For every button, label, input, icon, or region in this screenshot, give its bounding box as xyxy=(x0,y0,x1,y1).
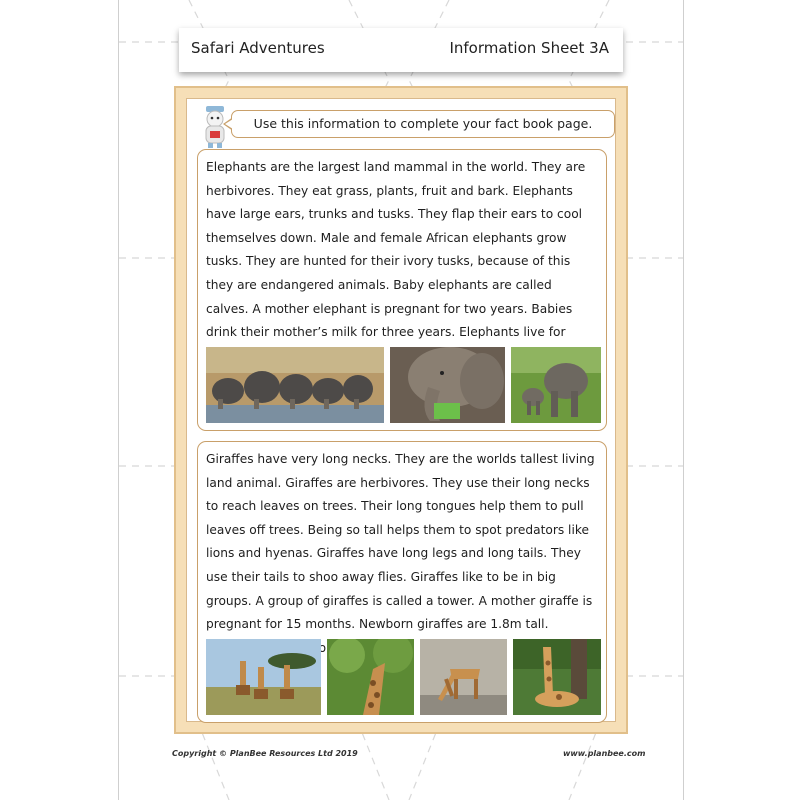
page-title: Safari Adventures xyxy=(191,39,325,57)
giraffes-text: Giraffes have very long necks. They are the worlds tallest living land animal. Giraffes are herbivores. They use their long necks to reach leaves on trees. Their long tongues help them to pull leaves off trees. Being so tall helps them to spot predators like lions and hyenas. Giraffes have long legs and long tails. They use their tails to shoo away flies. Giraffes like to be in big groups. A group of giraffes is called a tower. A mother giraffe is pregnant for 15 months. Newborn giraffes are 1.8m tall. about xyxy=(206,452,595,655)
elephant-herd-drinking-photo xyxy=(206,347,384,423)
header-bar xyxy=(179,28,623,72)
giraffe-resting-photo xyxy=(513,639,601,715)
giraffes-panel xyxy=(197,441,607,723)
giraffes-savanna-photo xyxy=(206,639,321,715)
elephants-text: Elephants are the largest land mammal in the world. They are herbivores. They eat grass, plants, fruit and bark. Elephants have large ears, trunks and tusks. They flap their ears to cool themselves down. Male and female African elephants grow tusks. They are hunted for their ivory tusks, because of this they are endangered animals. Baby elephants are called calves. A mother elephant is pregnant for two years. Babies drink their mother’s milk for three years. Elephants live for xyxy=(206,160,586,340)
giraffe-drinking-photo xyxy=(420,639,507,715)
sheet-label: Information Sheet 3A xyxy=(449,39,609,57)
elephants-panel xyxy=(197,149,607,431)
content-frame xyxy=(174,86,628,734)
content-inner xyxy=(186,98,616,722)
instruction-bubble: Use this information to complete your fact book page. xyxy=(231,110,615,138)
elephant-mother-calf-photo xyxy=(511,347,601,423)
copyright-footer: Copyright © PlanBee Resources Ltd 2019 xyxy=(172,749,358,758)
speech-bubble-tail-inner xyxy=(225,119,233,129)
website-footer: www.planbee.com xyxy=(563,749,646,758)
giraffe-eating-tree-photo xyxy=(327,639,414,715)
worksheet-page xyxy=(118,0,684,800)
elephant-eating-photo xyxy=(390,347,505,423)
